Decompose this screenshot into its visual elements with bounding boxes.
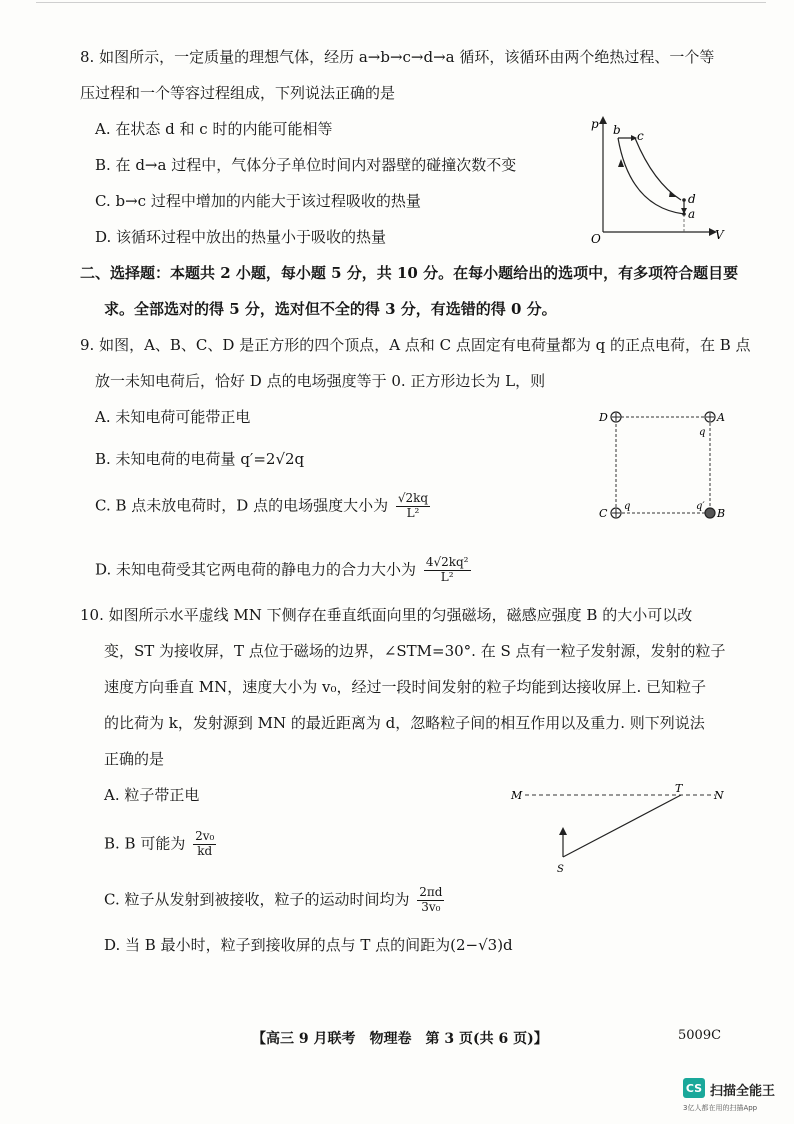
receiving-screen-st [563, 795, 681, 857]
charge-b [705, 508, 715, 518]
q10-stem-line-2: 变，ST 为接收屏，T 点位于磁场的边界，∠STM=30°. 在 S 点有一粒子发射源，发射的粒子 [104, 642, 726, 660]
q8-stem-line-1: 8. 如图所示，一定质量的理想气体，经历 a→b→c→d→a 循环，该循环由两个绝热过程、一个等 [80, 48, 715, 66]
q10-option-c [104, 886, 447, 915]
q10-stem-line-3: 速度方向垂直 MN，速度大小为 v₀，经过一段时间发射的粒子均能到达接收屏上. 已知粒子 [104, 678, 707, 696]
label-a: a [688, 207, 696, 221]
fraction-numerator: 2v₀ [195, 829, 215, 843]
fraction-denominator: kd [197, 843, 213, 858]
process-c-d [635, 138, 681, 200]
label-n: N [714, 789, 724, 802]
label-qc: q [624, 501, 631, 512]
q10-stem-line-5: 正确的是 [104, 750, 165, 768]
section2-line-2: 求。全部选对的得 5 分，选对但不全的得 3 分，有选错的得 0 分。 [104, 300, 557, 318]
q8-option-d: D. 该循环过程中放出的热量小于吸收的热量 [95, 228, 387, 246]
q10-option-b-fraction [193, 830, 216, 859]
label-o: O [591, 232, 601, 246]
label-t: T [675, 782, 683, 795]
magnetic-field-diagram [505, 782, 730, 877]
label-p: p [591, 117, 599, 131]
fraction-numerator: √2kq [397, 491, 429, 505]
fraction-numerator: 2πd [419, 885, 443, 899]
label-qb: q′ [696, 501, 705, 512]
q9-stem-line-2: 放一未知电荷后，恰好 D 点的电场强度等于 0. 正方形边长为 L，则 [95, 372, 546, 390]
q9-option-c-text: C. B 点未放电荷时，D 点的电场强度大小为 [95, 496, 389, 515]
section2-line-1: 二、选择题：本题共 2 小题，每小题 5 分，共 10 分。在每小题给出的选项中，有多项符合题目要 [80, 264, 739, 282]
q8-option-a: A. 在状态 d 和 c 时的内能可能相等 [95, 120, 333, 138]
fraction-denominator: L² [406, 505, 420, 520]
q8-option-b: B. 在 d→a 过程中，气体分子单位时间内对器壁的碰撞次数不变 [95, 156, 517, 174]
exam-code: 5009C [678, 1028, 722, 1043]
q9-option-c-fraction [396, 492, 430, 521]
q9-option-d-text: D. 未知电荷受其它两电荷的静电力的合力大小为 [95, 560, 417, 579]
label-qa: q [699, 427, 706, 438]
label-c: c [637, 129, 644, 143]
label-m: M [511, 789, 523, 802]
page-top-edge [36, 2, 766, 3]
q10-option-b [104, 830, 219, 859]
pv-diagram [585, 112, 725, 247]
scanner-subtitle: 3亿人都在用的扫描App [683, 1104, 758, 1112]
scanner-title: 扫描全能王 [710, 1084, 776, 1099]
label-a: A [717, 411, 725, 424]
process-a-b [618, 138, 684, 214]
q10-stem-line-1: 10. 如图所示水平虚线 MN 下侧存在垂直纸面向里的匀强磁场，磁感应强度 B 的大小可以改 [80, 606, 693, 624]
square-charge-diagram [592, 405, 727, 525]
q9-option-d-fraction [424, 556, 471, 585]
label-b: B [717, 507, 726, 520]
q9-option-c [95, 492, 433, 521]
q9-option-b: B. 未知电荷的电荷量 q′=2√2q [95, 450, 305, 468]
label-d: D [599, 411, 608, 424]
q10-option-b-text: B. B 可能为 [104, 834, 186, 853]
page-footer: 【高三 9 月联考 物理卷 第 3 页(共 6 页)】 [252, 1031, 548, 1047]
charge-a [705, 412, 715, 422]
q10-option-c-fraction [417, 886, 444, 915]
charge-d [611, 412, 621, 422]
square-outline [616, 417, 710, 513]
charge-c [611, 508, 621, 518]
q9-option-a: A. 未知电荷可能带正电 [95, 408, 251, 426]
p-axis-arrow [599, 116, 607, 124]
fraction-numerator: 4√2kq² [425, 555, 469, 569]
label-s: S [557, 864, 564, 875]
label-v: V [715, 228, 724, 242]
label-c: C [599, 507, 608, 520]
velocity-arrowhead [559, 827, 567, 835]
scanner-logo: CS [683, 1078, 705, 1098]
q10-option-c-text: C. 粒子从发射到被接收，粒子的运动时间均为 [104, 890, 410, 909]
q10-stem-line-4: 的比荷为 k，发射源到 MN 的最近距离为 d，忽略粒子间的相互作用以及重力. 则下列说法 [104, 714, 705, 732]
q8-stem-line-2: 压过程和一个等容过程组成，下列说法正确的是 [80, 84, 396, 102]
label-d: d [688, 192, 696, 206]
q10-option-d: D. 当 B 最小时，粒子到接收屏的点与 T 点的间距为(2−√3)d [104, 936, 513, 954]
label-b: b [613, 123, 621, 137]
fraction-denominator: L² [440, 569, 454, 584]
q9-option-d [95, 556, 474, 585]
q10-option-a: A. 粒子带正电 [104, 786, 200, 804]
fraction-denominator: 3v₀ [421, 899, 441, 914]
q8-option-c: C. b→c 过程中增加的内能大于该过程吸收的热量 [95, 192, 421, 210]
q9-stem-line-1: 9. 如图，A、B、C、D 是正方形的四个顶点，A 点和 C 点固定有电荷量都为 q 的正点电荷，在 B 点 [80, 336, 751, 354]
